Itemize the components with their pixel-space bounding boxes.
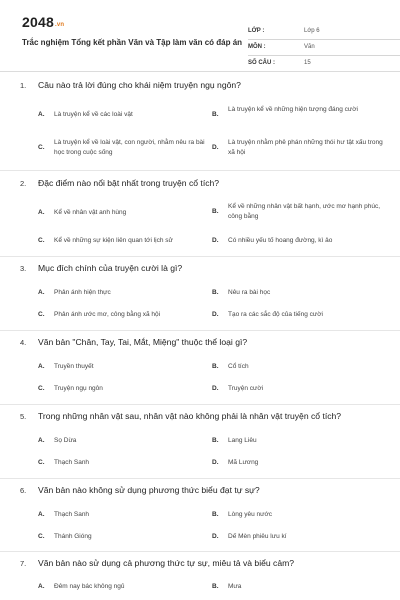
meta-table xyxy=(248,24,400,72)
question-number: 5. xyxy=(20,412,27,421)
meta-value: 15 xyxy=(304,60,311,66)
option-letter: B. xyxy=(212,363,219,370)
question-text: Trong những nhân vật sau, nhân vật nào không phải là nhân vật truyện cổ tích? xyxy=(38,411,342,421)
site-logo[interactable] xyxy=(22,14,64,30)
option-letter: C. xyxy=(38,533,45,540)
question-stem xyxy=(18,337,384,351)
option-letter: D. xyxy=(212,459,219,466)
question-text: Đặc điểm nào nổi bật nhất trong truyện cổ tích? xyxy=(38,178,220,188)
option-text: Cổ tích xyxy=(228,363,249,370)
option-text: Truyện ngụ ngôn xyxy=(54,385,103,392)
meta-key: LỚP : xyxy=(248,28,265,34)
option-letter: C. xyxy=(38,385,45,392)
option-text: Thánh Gióng xyxy=(54,533,92,540)
question-stem xyxy=(18,80,384,94)
option-text: Thạch Sanh xyxy=(54,511,90,518)
question-separator xyxy=(0,170,400,171)
option-text: Có nhiều yếu tố hoang đường, kì ảo xyxy=(228,237,333,244)
option-letter: A. xyxy=(38,289,45,296)
option-text: Là truyện nhằm phê phán những thói hư tật xấu trong xã hội xyxy=(228,139,383,156)
logo-suffix: .vn xyxy=(54,22,65,28)
question-separator xyxy=(0,330,400,331)
option-text: Nêu ra bài học xyxy=(228,289,271,296)
question-stem xyxy=(18,178,384,192)
option-text: Là truyện kể về những hiện tượng đáng cười xyxy=(228,106,358,113)
meta-value: Lớp 6 xyxy=(304,28,320,34)
option-letter: A. xyxy=(38,209,45,216)
option-text: Thạch Sanh xyxy=(54,459,90,466)
meta-row-class xyxy=(248,24,400,40)
option-text: Kể về nhân vật anh hùng xyxy=(54,209,127,216)
question-number: 2. xyxy=(20,179,27,188)
logo-text: 2048 xyxy=(22,14,54,30)
question-number: 1. xyxy=(20,81,27,90)
question-stem xyxy=(18,485,384,499)
option-letter: D. xyxy=(212,144,219,151)
option-letter: B. xyxy=(212,583,219,590)
page-header xyxy=(22,14,382,66)
meta-row-subject xyxy=(248,40,400,56)
option-text: Kể về những nhân vật bất hạnh, ước mơ hạnh phúc, công bằng xyxy=(228,203,381,220)
meta-key: SỐ CÂU : xyxy=(248,60,275,66)
option-text: Truyện cười xyxy=(228,385,264,392)
question-4 xyxy=(18,337,384,405)
option-text: Mã Lương xyxy=(228,459,259,466)
question-text: Văn bản nào không sử dụng phương thức biểu đạt tự sự? xyxy=(38,485,260,495)
meta-value: Văn xyxy=(304,44,315,50)
option-text: Dế Mèn phiêu lưu kí xyxy=(228,533,287,540)
question-3 xyxy=(18,263,384,331)
question-separator xyxy=(0,404,400,405)
option-text: Đêm nay bác không ngủ xyxy=(54,583,125,590)
option-letter: D. xyxy=(212,311,219,318)
question-5 xyxy=(18,411,384,479)
question-1 xyxy=(18,80,384,168)
option-text: Mưa xyxy=(228,583,242,590)
question-number: 3. xyxy=(20,264,27,273)
question-number: 6. xyxy=(20,486,27,495)
option-letter: A. xyxy=(38,111,45,118)
question-text: Mục đích chính của truyện cười là gì? xyxy=(38,263,183,273)
option-text: Phản ánh ước mơ, công bằng xã hội xyxy=(54,311,161,318)
option-text: Truyền thuyết xyxy=(54,363,94,370)
option-letter: D. xyxy=(212,533,219,540)
option-letter: C. xyxy=(38,459,45,466)
option-letter: D. xyxy=(212,385,219,392)
question-6 xyxy=(18,485,384,553)
option-letter: B. xyxy=(212,511,219,518)
option-text: Tạo ra các sắc độ của tiếng cười xyxy=(228,311,323,318)
meta-key: MÔN : xyxy=(248,44,266,50)
option-letter: A. xyxy=(38,511,45,518)
question-stem xyxy=(18,263,384,277)
option-letter: A. xyxy=(38,583,45,590)
option-letter: D. xyxy=(212,237,219,244)
question-7 xyxy=(18,558,384,598)
option-letter: C. xyxy=(38,311,45,318)
question-number: 7. xyxy=(20,559,27,568)
option-letter: C. xyxy=(38,144,45,151)
question-separator xyxy=(0,478,400,479)
option-letter: A. xyxy=(38,437,45,444)
header-divider xyxy=(0,71,400,72)
option-letter: B. xyxy=(212,289,219,296)
option-text: Sọ Dừa xyxy=(54,437,77,444)
question-stem xyxy=(18,558,384,572)
question-separator xyxy=(0,256,400,257)
option-text: Lòng yêu nước xyxy=(228,511,273,518)
option-text: Kể về những sự kiện liên quan tới lịch sử xyxy=(54,237,173,244)
option-letter: B. xyxy=(212,437,219,444)
option-letter: B. xyxy=(212,111,219,118)
question-text: Câu nào trả lời đúng cho khái niệm truyện ngụ ngôn? xyxy=(38,80,241,90)
option-letter: B. xyxy=(212,208,219,215)
question-text: Văn bản "Chân, Tay, Tai, Mắt, Miệng" thuộc thể loại gì? xyxy=(38,337,248,347)
question-separator xyxy=(0,551,400,552)
option-text: Là truyện kể về loài vật, con người, nhằm nêu ra bài học trong cuộc sống xyxy=(54,139,205,156)
question-stem xyxy=(18,411,384,425)
option-text: Lang Liêu xyxy=(228,437,257,444)
option-letter: C. xyxy=(38,237,45,244)
question-text: Văn bản nào sử dụng cả phương thức tự sự, miêu tả và biểu cảm? xyxy=(38,558,295,568)
question-2 xyxy=(18,178,384,254)
meta-row-count xyxy=(248,56,400,72)
document-title: Trắc nghiệm Tổng kết phần Văn và Tập làm văn có đáp án xyxy=(22,38,243,47)
option-letter: A. xyxy=(38,363,45,370)
option-text: Là truyện kể về các loài vật xyxy=(54,111,133,118)
option-text: Phản ánh hiện thực xyxy=(54,289,111,296)
question-number: 4. xyxy=(20,338,27,347)
